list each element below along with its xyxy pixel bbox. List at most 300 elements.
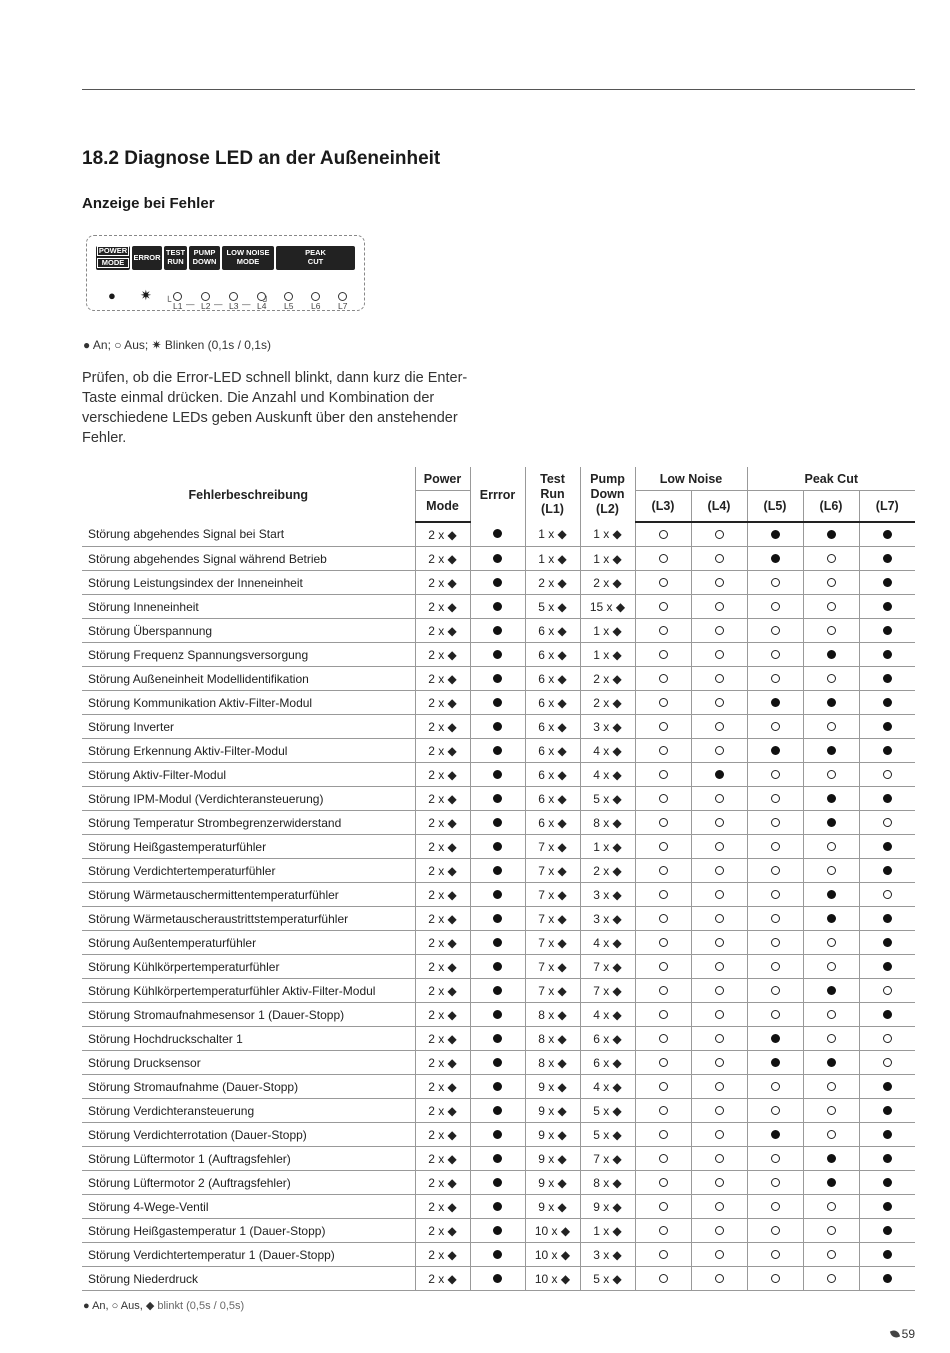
- row-led-l5: [747, 907, 803, 931]
- row-mode: 2 x ◆: [415, 787, 470, 811]
- led-l4-icon: [257, 292, 266, 301]
- row-led-l7: [859, 643, 915, 667]
- row-description: Störung Frequenz Spannungsversorgung: [82, 643, 415, 667]
- error-table-body: [82, 522, 915, 1291]
- led-off-icon: [715, 1178, 724, 1187]
- row-error-led: [470, 907, 525, 931]
- led-off-icon: [659, 842, 668, 851]
- table-row: [82, 571, 915, 595]
- row-pump-down: 5 x ◆: [580, 1267, 635, 1291]
- table-row: [82, 1099, 915, 1123]
- led-on-icon: [493, 1250, 502, 1259]
- led-off-icon: [659, 818, 668, 827]
- row-led-l5: [747, 859, 803, 883]
- led-off-icon: [771, 626, 780, 635]
- row-mode: 2 x ◆: [415, 1123, 470, 1147]
- table-row: [82, 691, 915, 715]
- row-error-led: [470, 739, 525, 763]
- header-test-3: (L1): [541, 502, 564, 516]
- led-off-icon: [715, 1154, 724, 1163]
- led-on-icon: [827, 1178, 836, 1187]
- row-led-l7: [859, 811, 915, 835]
- row-description: Störung Hochdruckschalter 1: [82, 1027, 415, 1051]
- led-off-icon: [771, 938, 780, 947]
- row-test-run: 9 x ◆: [525, 1099, 580, 1123]
- led-off-icon: [715, 1226, 724, 1235]
- led-off-icon: [771, 602, 780, 611]
- row-pump-down: 1 x ◆: [580, 547, 635, 571]
- row-led-l3: [635, 547, 691, 571]
- led-on-icon: [493, 1154, 502, 1163]
- row-led-l5: [747, 571, 803, 595]
- row-led-l4: [691, 619, 747, 643]
- row-led-l6: [803, 1267, 859, 1291]
- led-off-icon: [715, 626, 724, 635]
- led-on-icon: [493, 1274, 502, 1283]
- row-mode: 2 x ◆: [415, 1147, 470, 1171]
- row-led-l4: [691, 547, 747, 571]
- led-off-icon: [771, 1082, 780, 1091]
- led-dash: —: [214, 299, 223, 309]
- led-on-icon: [883, 626, 892, 635]
- row-led-l7: [859, 619, 915, 643]
- row-led-l3: [635, 859, 691, 883]
- row-led-l3: [635, 955, 691, 979]
- row-error-led: [470, 811, 525, 835]
- row-description: Störung Kommunikation Aktiv-Filter-Modul: [82, 691, 415, 715]
- table-row: [82, 811, 915, 835]
- row-description: Störung Außentemperaturfühler: [82, 931, 415, 955]
- led-off-icon: [715, 578, 724, 587]
- led-on-icon: [771, 1034, 780, 1043]
- led-name-l3: L3: [229, 301, 239, 311]
- row-error-led: [470, 883, 525, 907]
- row-led-l3: [635, 835, 691, 859]
- led-off-icon: [827, 554, 836, 563]
- led-name-l1: L1: [173, 301, 183, 311]
- row-pump-down: 4 x ◆: [580, 1003, 635, 1027]
- row-led-l4: [691, 931, 747, 955]
- row-mode: 2 x ◆: [415, 1003, 470, 1027]
- intro-text: Prüfen, ob die Error-LED schnell blinkt, dann kurz die Enter-Taste einmal drücken. Die Anzahl und Kombination der verschiedene LEDs geben Auskunft über den anstehender Fehler.: [82, 370, 468, 446]
- row-led-l4: [691, 739, 747, 763]
- row-led-l3: [635, 715, 691, 739]
- led-on-icon: [493, 986, 502, 995]
- row-test-run: 7 x ◆: [525, 907, 580, 931]
- row-description: Störung Drucksensor: [82, 1051, 415, 1075]
- row-error-led: [470, 931, 525, 955]
- section-title: 18.2 Diagnose LED an der Außeneinheit: [82, 148, 441, 169]
- led-off-icon: [771, 722, 780, 731]
- led-l2-icon: [201, 292, 210, 301]
- row-led-l6: [803, 763, 859, 787]
- row-pump-down: 3 x ◆: [580, 883, 635, 907]
- led-on-icon: [493, 602, 502, 611]
- row-led-l4: [691, 715, 747, 739]
- row-description: Störung Inneneinheit: [82, 595, 415, 619]
- led-off-icon: [659, 866, 668, 875]
- led-off-icon: [771, 770, 780, 779]
- table-row: [82, 931, 915, 955]
- led-on-icon: [493, 1082, 502, 1091]
- row-mode: 2 x ◆: [415, 571, 470, 595]
- led-off-icon: [827, 602, 836, 611]
- legend-top: ● An; ○ Aus; ✷ Blinken (0,1s / 0,1s): [83, 338, 271, 352]
- led-off-icon: [715, 818, 724, 827]
- row-description: Störung Stromaufnahmesensor 1 (Dauer-Stopp): [82, 1003, 415, 1027]
- row-led-l4: [691, 787, 747, 811]
- row-led-l4: [691, 1195, 747, 1219]
- row-description: Störung Wärmetauscheraustrittstemperaturfühler: [82, 907, 415, 931]
- row-pump-down: 1 x ◆: [580, 1219, 635, 1243]
- row-led-l5: [747, 547, 803, 571]
- row-led-l6: [803, 1219, 859, 1243]
- row-test-run: 6 x ◆: [525, 619, 580, 643]
- low-noise-text: LOW NOISE: [226, 248, 270, 257]
- leaf-icon: [890, 1329, 900, 1339]
- row-mode: 2 x ◆: [415, 667, 470, 691]
- row-error-led: [470, 643, 525, 667]
- led-on-icon: [827, 650, 836, 659]
- led-on-icon: [827, 890, 836, 899]
- header-pump-2: Down: [590, 487, 625, 501]
- row-description: Störung Verdichtertemperaturfühler: [82, 859, 415, 883]
- row-led-l6: [803, 931, 859, 955]
- led-on-icon: [883, 1154, 892, 1163]
- row-led-l4: [691, 883, 747, 907]
- led-on-icon: [883, 578, 892, 587]
- led-on-icon: [493, 722, 502, 731]
- row-error-led: [470, 595, 525, 619]
- row-test-run: 6 x ◆: [525, 811, 580, 835]
- cut-text: CUT: [307, 257, 324, 266]
- led-off-icon: [715, 794, 724, 803]
- row-led-l6: [803, 787, 859, 811]
- led-off-icon: [659, 1178, 668, 1187]
- row-test-run: 9 x ◆: [525, 1123, 580, 1147]
- row-mode: 2 x ◆: [415, 595, 470, 619]
- row-led-l7: [859, 763, 915, 787]
- led-off-icon: [771, 986, 780, 995]
- row-led-l5: [747, 835, 803, 859]
- row-pump-down: 2 x ◆: [580, 859, 635, 883]
- row-pump-down: 6 x ◆: [580, 1051, 635, 1075]
- row-test-run: 8 x ◆: [525, 1051, 580, 1075]
- row-led-l5: [747, 1243, 803, 1267]
- row-description: Störung Verdichteransteuerung: [82, 1099, 415, 1123]
- led-off-icon: [827, 1130, 836, 1139]
- row-led-l6: [803, 1147, 859, 1171]
- row-error-led: [470, 691, 525, 715]
- row-led-l6: [803, 1075, 859, 1099]
- row-led-l5: [747, 1171, 803, 1195]
- led-off-icon: [771, 890, 780, 899]
- row-mode: 2 x ◆: [415, 643, 470, 667]
- row-description: Störung 4-Wege-Ventil: [82, 1195, 415, 1219]
- led-off-icon: [659, 578, 668, 587]
- led-l3-icon: [229, 292, 238, 301]
- row-led-l6: [803, 907, 859, 931]
- row-error-led: [470, 955, 525, 979]
- row-test-run: 9 x ◆: [525, 1171, 580, 1195]
- table-row: [82, 883, 915, 907]
- row-led-l7: [859, 1051, 915, 1075]
- row-led-l7: [859, 571, 915, 595]
- table-row: [82, 667, 915, 691]
- row-led-l3: [635, 1027, 691, 1051]
- row-pump-down: 7 x ◆: [580, 979, 635, 1003]
- led-on-icon: [771, 746, 780, 755]
- row-mode: 2 x ◆: [415, 547, 470, 571]
- led-off-icon: [715, 914, 724, 923]
- led-off-icon: [827, 1202, 836, 1211]
- header-low-noise: Low Noise: [635, 467, 747, 491]
- legend-off: ○ Aus,: [111, 1300, 143, 1312]
- row-error-led: [470, 1027, 525, 1051]
- row-led-l6: [803, 1027, 859, 1051]
- row-error-led: [470, 1099, 525, 1123]
- led-on-icon: [883, 866, 892, 875]
- led-l5-icon: [284, 292, 293, 301]
- row-led-l5: [747, 1267, 803, 1291]
- row-led-l6: [803, 715, 859, 739]
- bracket-right: ┘: [263, 296, 270, 306]
- led-on-icon: [827, 530, 836, 539]
- led-off-icon: [827, 578, 836, 587]
- row-led-l5: [747, 931, 803, 955]
- led-on-icon: [493, 1058, 502, 1067]
- row-led-l5: [747, 739, 803, 763]
- led-name-l6: L6: [311, 301, 321, 311]
- led-on-icon: [827, 794, 836, 803]
- row-test-run: 7 x ◆: [525, 883, 580, 907]
- led-off-icon: [659, 1034, 668, 1043]
- row-led-l5: [747, 1027, 803, 1051]
- led-on-icon: [493, 770, 502, 779]
- led-on-icon: [771, 698, 780, 707]
- led-off-icon: [771, 578, 780, 587]
- row-led-l4: [691, 1243, 747, 1267]
- row-led-l4: [691, 955, 747, 979]
- row-led-l3: [635, 883, 691, 907]
- row-led-l4: [691, 571, 747, 595]
- row-test-run: 7 x ◆: [525, 931, 580, 955]
- row-led-l5: [747, 1195, 803, 1219]
- row-led-l7: [859, 1027, 915, 1051]
- row-pump-down: 4 x ◆: [580, 763, 635, 787]
- row-led-l5: [747, 979, 803, 1003]
- table-row: [82, 619, 915, 643]
- led-on-icon: [493, 626, 502, 635]
- row-description: Störung Verdichtertemperatur 1 (Dauer-Stopp): [82, 1243, 415, 1267]
- table-row: [82, 715, 915, 739]
- row-led-l5: [747, 1219, 803, 1243]
- row-led-l4: [691, 859, 747, 883]
- error-led-blink-icon: ✷: [140, 287, 152, 303]
- row-description: Störung Leistungsindex der Inneneinheit: [82, 571, 415, 595]
- led-off-icon: [883, 1034, 892, 1043]
- row-led-l5: [747, 715, 803, 739]
- led-off-icon: [827, 938, 836, 947]
- row-mode: 2 x ◆: [415, 1075, 470, 1099]
- row-led-l3: [635, 763, 691, 787]
- led-on-icon: [493, 794, 502, 803]
- row-led-l7: [859, 1171, 915, 1195]
- row-led-l4: [691, 1051, 747, 1075]
- row-error-led: [470, 1171, 525, 1195]
- led-off-icon: [659, 1010, 668, 1019]
- legend-on: ● An,: [83, 1300, 109, 1312]
- led-off-icon: [827, 1034, 836, 1043]
- led-off-icon: [827, 962, 836, 971]
- row-led-l3: [635, 1243, 691, 1267]
- led-on-icon: [493, 746, 502, 755]
- row-description: Störung Außeneinheit Modellidentifikation: [82, 667, 415, 691]
- table-row: [82, 547, 915, 571]
- led-on-icon: [493, 914, 502, 923]
- row-pump-down: 8 x ◆: [580, 811, 635, 835]
- led-off-icon: [659, 674, 668, 683]
- row-description: Störung Niederdruck: [82, 1267, 415, 1291]
- error-table: [82, 467, 915, 1291]
- row-description: Störung Erkennung Aktiv-Filter-Modul: [82, 739, 415, 763]
- row-led-l7: [859, 931, 915, 955]
- led-on-icon: [493, 842, 502, 851]
- row-pump-down: 5 x ◆: [580, 1099, 635, 1123]
- row-led-l3: [635, 643, 691, 667]
- row-led-l3: [635, 619, 691, 643]
- header-l4: (L4): [691, 491, 747, 523]
- row-mode: 2 x ◆: [415, 883, 470, 907]
- led-off-icon: [827, 1082, 836, 1091]
- row-mode: 2 x ◆: [415, 835, 470, 859]
- table-row: [82, 1267, 915, 1291]
- row-led-l7: [859, 1219, 915, 1243]
- table-row: [82, 1027, 915, 1051]
- led-off-icon: [659, 554, 668, 563]
- led-on-icon: [827, 746, 836, 755]
- row-led-l7: [859, 1147, 915, 1171]
- led-l1-icon: [173, 292, 182, 301]
- row-pump-down: 2 x ◆: [580, 667, 635, 691]
- test-label: TEST: [165, 248, 186, 257]
- led-off-icon: [771, 914, 780, 923]
- led-off-icon: [715, 842, 724, 851]
- header-error: Errror: [470, 467, 525, 522]
- row-error-led: [470, 1243, 525, 1267]
- row-led-l5: [747, 643, 803, 667]
- row-led-l6: [803, 691, 859, 715]
- row-led-l3: [635, 691, 691, 715]
- row-mode: 2 x ◆: [415, 763, 470, 787]
- led-on-icon: [493, 1034, 502, 1043]
- row-led-l4: [691, 1171, 747, 1195]
- row-pump-down: 3 x ◆: [580, 1243, 635, 1267]
- row-led-l7: [859, 667, 915, 691]
- row-pump-down: 5 x ◆: [580, 787, 635, 811]
- led-off-icon: [827, 842, 836, 851]
- led-off-icon: [715, 1202, 724, 1211]
- led-on-icon: [771, 530, 780, 539]
- table-row: [82, 1075, 915, 1099]
- row-pump-down: 2 x ◆: [580, 571, 635, 595]
- row-led-l5: [747, 787, 803, 811]
- row-pump-down: 1 x ◆: [580, 619, 635, 643]
- table-row: [82, 1147, 915, 1171]
- led-off-icon: [715, 722, 724, 731]
- led-off-icon: [659, 938, 668, 947]
- row-test-run: 8 x ◆: [525, 1027, 580, 1051]
- row-error-led: [470, 1267, 525, 1291]
- led-off-icon: [715, 890, 724, 899]
- row-led-l7: [859, 787, 915, 811]
- led-on-icon: [771, 554, 780, 563]
- row-led-l7: [859, 1123, 915, 1147]
- led-off-icon: [715, 698, 724, 707]
- row-error-led: [470, 787, 525, 811]
- row-pump-down: 3 x ◆: [580, 907, 635, 931]
- row-led-l5: [747, 1051, 803, 1075]
- row-led-l3: [635, 1219, 691, 1243]
- pump-down-label: [189, 246, 220, 270]
- row-error-led: [470, 1195, 525, 1219]
- row-led-l5: [747, 1099, 803, 1123]
- led-off-icon: [715, 1034, 724, 1043]
- row-test-run: 7 x ◆: [525, 835, 580, 859]
- row-led-l3: [635, 522, 691, 547]
- row-pump-down: 1 x ◆: [580, 643, 635, 667]
- power-mode-label: [96, 246, 130, 270]
- row-led-l3: [635, 1147, 691, 1171]
- legend-bottom: [83, 1299, 244, 1312]
- led-on-icon: [493, 1178, 502, 1187]
- led-on-icon: [493, 866, 502, 875]
- row-led-l4: [691, 811, 747, 835]
- row-test-run: 2 x ◆: [525, 571, 580, 595]
- row-error-led: [470, 619, 525, 643]
- row-error-led: [470, 522, 525, 547]
- row-led-l6: [803, 643, 859, 667]
- row-description: Störung Temperatur Strombegrenzerwiderstand: [82, 811, 415, 835]
- row-led-l6: [803, 835, 859, 859]
- row-led-l3: [635, 1195, 691, 1219]
- led-on-icon: [883, 650, 892, 659]
- table-row: [82, 1003, 915, 1027]
- table-row: [82, 1171, 915, 1195]
- row-error-led: [470, 763, 525, 787]
- sub-title: Anzeige bei Fehler: [82, 195, 215, 212]
- led-name-l2: L2: [201, 301, 211, 311]
- led-off-icon: [659, 602, 668, 611]
- led-off-icon: [715, 746, 724, 755]
- row-error-led: [470, 1075, 525, 1099]
- led-on-icon: [493, 578, 502, 587]
- row-led-l6: [803, 1051, 859, 1075]
- led-off-icon: [827, 722, 836, 731]
- led-off-icon: [659, 650, 668, 659]
- legend-blink-icon: ◆: [145, 1300, 155, 1312]
- led-off-icon: [827, 674, 836, 683]
- row-led-l6: [803, 619, 859, 643]
- row-test-run: 8 x ◆: [525, 1003, 580, 1027]
- row-error-led: [470, 859, 525, 883]
- led-on-icon: [883, 1082, 892, 1091]
- row-mode: 2 x ◆: [415, 907, 470, 931]
- led-off-icon: [771, 1202, 780, 1211]
- row-error-led: [470, 667, 525, 691]
- row-led-l6: [803, 979, 859, 1003]
- row-led-l5: [747, 1003, 803, 1027]
